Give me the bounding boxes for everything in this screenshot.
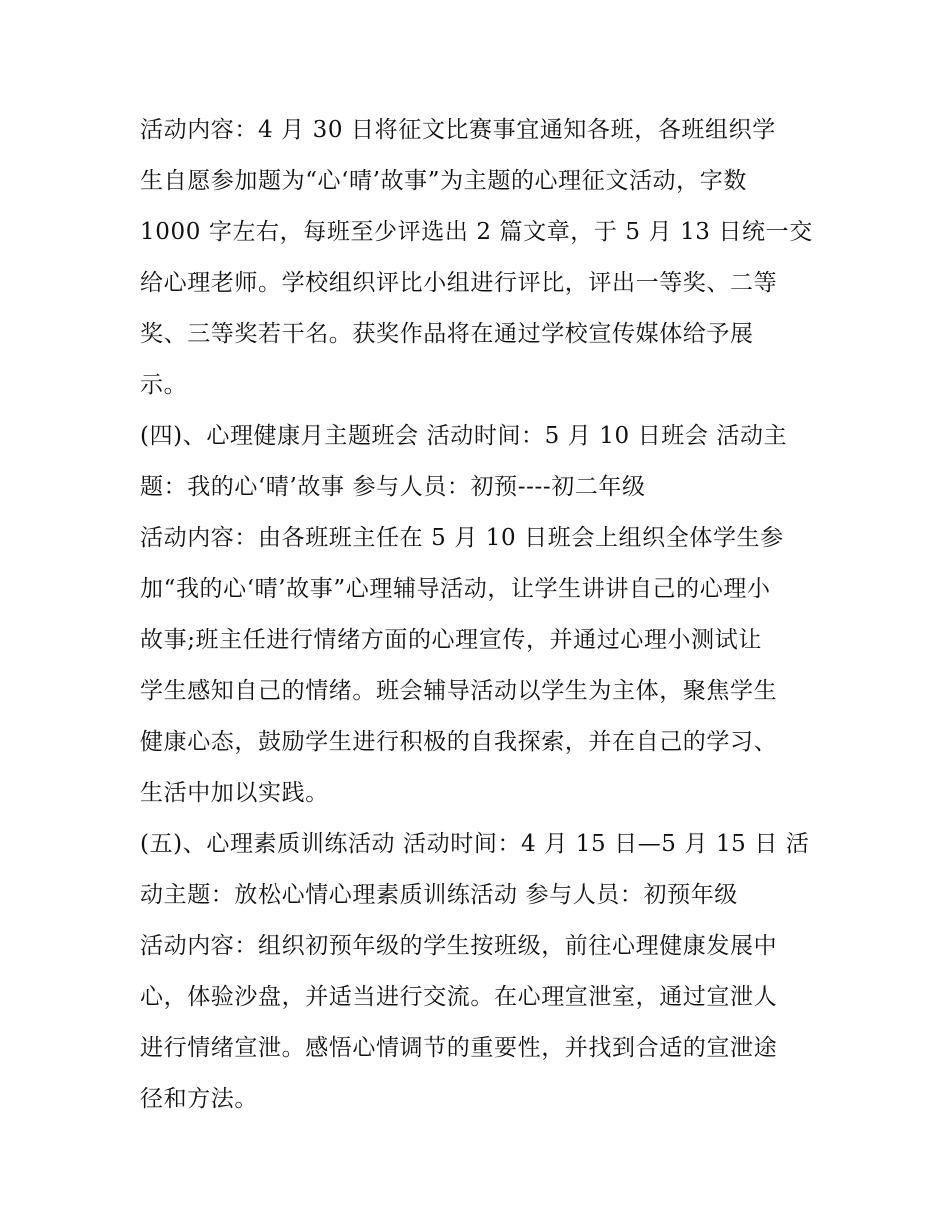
text-line: 动主题：放松心情心理素质训练活动 参与人员：初预年级 — [140, 882, 738, 908]
text-line: 活动内容：4 月 30 日将征文比赛事宜通知各班，各班组织学 — [140, 117, 776, 143]
text-line: 活动内容：由各班班主任在 5 月 10 日班会上组织全体学生参 — [140, 525, 784, 551]
text-line: 示。 — [140, 372, 188, 398]
text-line: 学生感知自己的情绪。班会辅导活动以学生为主体，聚焦学生 — [140, 678, 778, 704]
document-body — [140, 105, 840, 1125]
section-heading-line: (五)、心理素质训练活动 活动时间：4 月 15 日—5 月 15 日 活 — [140, 831, 810, 857]
section-heading-line: (四)、心理健康月主题班会 活动时间：5 月 10 日班会 活动主 — [140, 423, 788, 449]
text-line: 径和方法。 — [140, 1086, 258, 1112]
text-line: 加“我的心‘晴’故事”心理辅导活动，让学生讲讲自己的心理小 — [140, 576, 771, 602]
text-line: 故事;班主任进行情绪方面的心理宣传，并通过心理小测试让 — [140, 627, 762, 653]
text-line: 生活中加以实践。 — [140, 780, 329, 806]
text-line: 生自愿参加题为“心‘晴’故事”为主题的心理征文活动，字数 — [140, 168, 747, 194]
text-line: 进行情绪宣泄。感悟心情调节的重要性，并找到合适的宣泄途 — [140, 1035, 778, 1061]
text-line: 给心理老师。学校组织评比小组进行评比，评出一等奖、二等 — [140, 270, 778, 296]
text-line: 题：我的心‘晴’故事 参与人员：初预----初二年级 — [140, 474, 646, 500]
text-line: 活动内容：组织初预年级的学生按班级，前往心理健康发展中 — [140, 933, 778, 959]
text-line: 健康心态，鼓励学生进行积极的自我探索，并在自己的学习、 — [140, 729, 778, 755]
text-line: 1000 字左右，每班至少评选出 2 篇文章，于 5 月 13 日统一交 — [140, 219, 813, 245]
text-line: 心，体验沙盘，并适当进行交流。在心理宣泄室，通过宣泄人 — [140, 984, 778, 1010]
text-line: 奖、三等奖若干名。获奖作品将在通过学校宣传媒体给予展 — [140, 321, 754, 347]
